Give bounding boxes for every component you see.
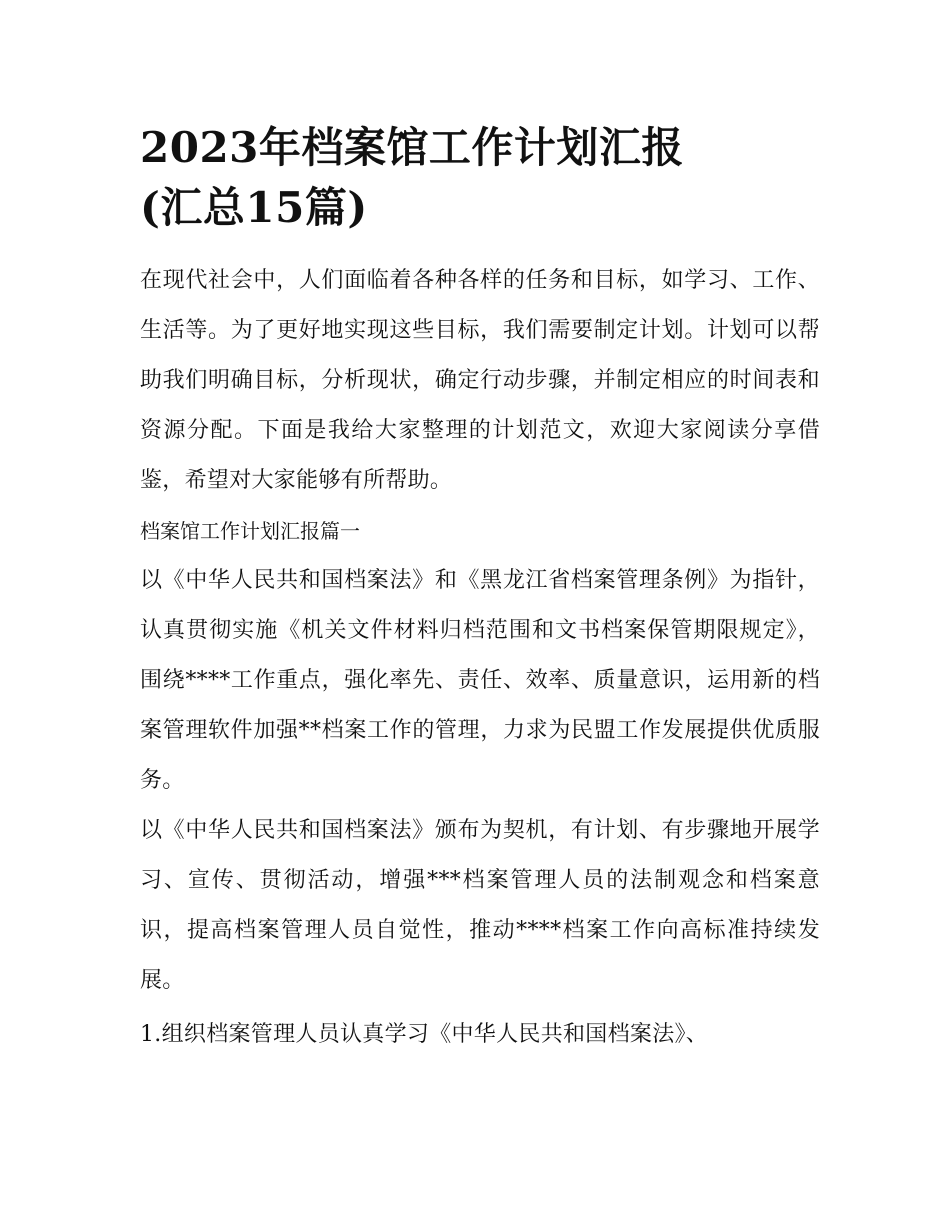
body-paragraph-1: 以《中华人民共和国档案法》和《黑龙江省档案管理条例》为指针，认真贯彻实施《机关文件材料归档范围和文书档案保管期限规定》，围绕****工作重点，强化率先、责任、效率、质量意识，运用新的档案管理软件加强**档案工作的管理，力求为民盟工作发展提供优质服务。 [140,568,820,793]
section-heading: 档案馆工作计划汇报篇一 [140,519,360,543]
intro-paragraph: 在现代社会中，人们面临着各种各样的任务和目标，如学习、工作、生活等。为了更好地实现这些目标，我们需要制定计划。计划可以帮助我们明确目标，分析现状，确定行动步骤，并制定相应的时间表和资源分配。下面是我给大家整理的计划范文，欢迎大家阅读分享借鉴，希望对大家能够有所帮助。 [140,268,820,493]
document-title [140,118,820,238]
body-paragraph-2: 以《中华人民共和国档案法》颁布为契机，有计划、有步骤地开展学习、宣传、贯彻活动，增强***档案管理人员的法制观念和档案意识，提高档案管理人员自觉性，推动****档案工作向高标准持续发展。 [140,818,820,993]
title-line-2: (汇总15篇) [140,183,368,232]
document-page [140,118,820,1060]
title-line-1: 2023年档案馆工作计划汇报 [140,123,684,172]
list-item-1: 1.组织档案管理人员认真学习《中华人民共和国档案法》、 [140,1022,709,1047]
